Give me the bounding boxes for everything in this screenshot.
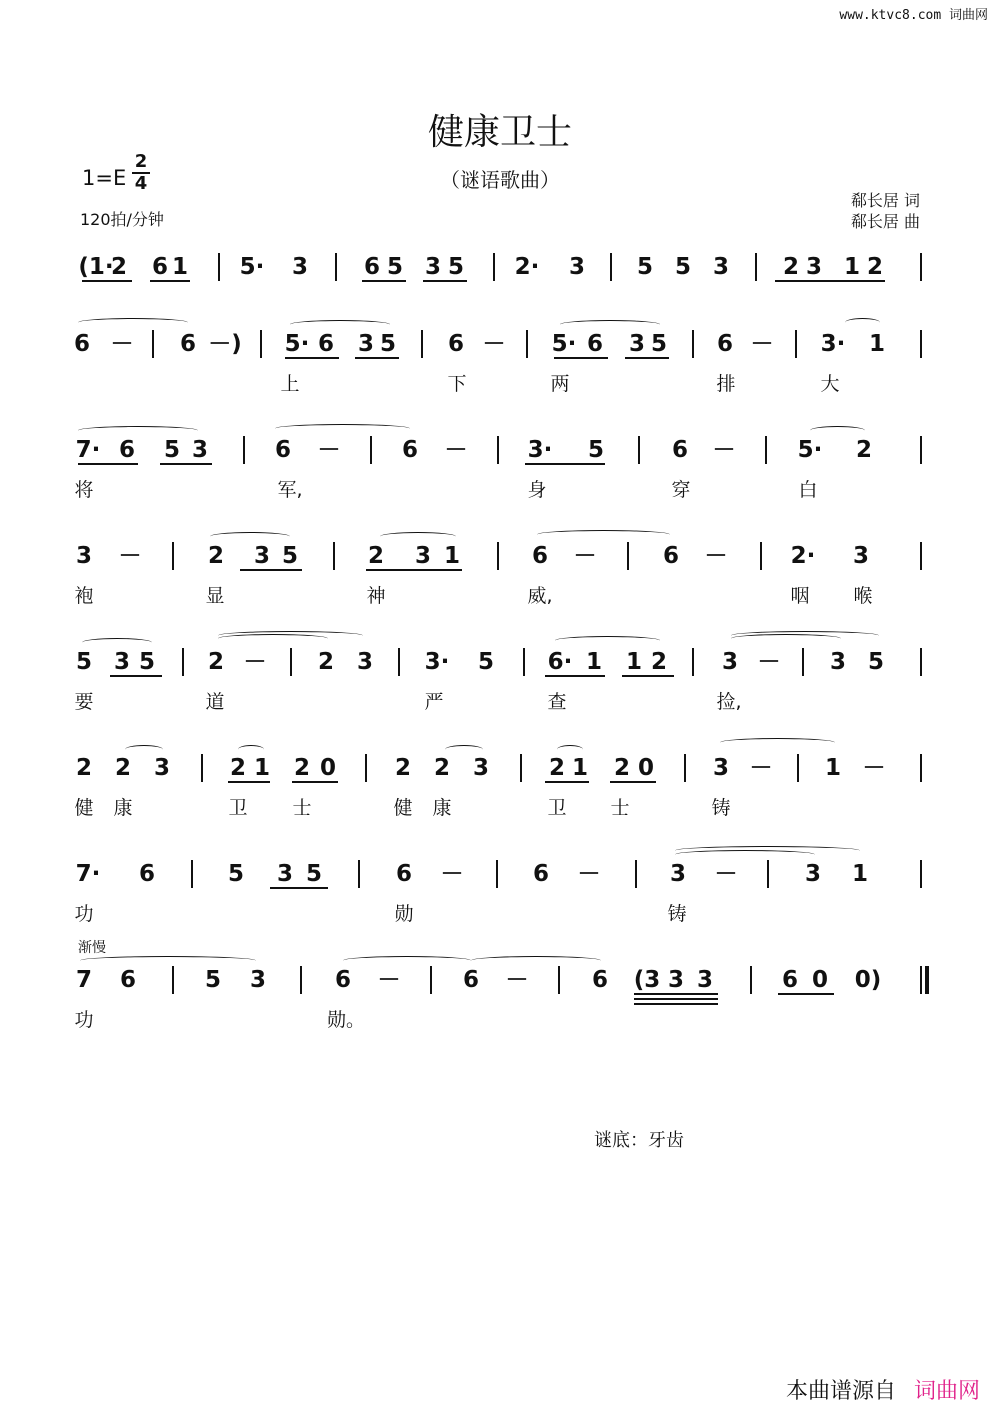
- note: 5·: [797, 437, 823, 463]
- note: 3: [628, 331, 646, 357]
- note: 2: [650, 649, 668, 675]
- slur: [82, 638, 152, 647]
- lyric: 查: [547, 691, 567, 713]
- beam: [355, 357, 399, 359]
- bar-line: [920, 966, 922, 994]
- key-signature: 1=E: [82, 166, 127, 190]
- note: 1: [868, 331, 886, 357]
- bar-line: [152, 330, 154, 358]
- beam: [285, 357, 339, 359]
- note: －: [482, 331, 506, 357]
- note: －: [440, 861, 464, 887]
- lyric: 袍: [74, 585, 94, 607]
- note: 5: [163, 437, 181, 463]
- lyric: 军,: [277, 479, 303, 501]
- note: (1·: [78, 254, 114, 280]
- beam: [625, 357, 669, 359]
- lyric: 康: [432, 797, 452, 819]
- beam: [778, 993, 834, 995]
- note: －: [110, 331, 134, 357]
- slur: [675, 846, 860, 855]
- note: 2: [394, 755, 412, 781]
- lyric: 铸: [711, 797, 731, 819]
- slur: [445, 745, 483, 754]
- song-subtitle: （谜语歌曲）: [440, 168, 560, 192]
- bar-line: [497, 436, 499, 464]
- bar-line: [802, 648, 804, 676]
- lyric: 勋。: [326, 1009, 366, 1031]
- lyric: 士: [292, 797, 312, 819]
- note: 6: [662, 543, 680, 569]
- bar-line: [638, 436, 640, 464]
- bar-line: [300, 966, 302, 994]
- lyric: 大: [820, 373, 840, 395]
- note: 5·: [551, 331, 577, 357]
- note: 3: [829, 649, 847, 675]
- note: 3: [357, 331, 375, 357]
- lyric: 威,: [527, 585, 553, 607]
- note: －: [862, 755, 886, 781]
- note: 5: [305, 861, 323, 887]
- note: 2: [207, 543, 225, 569]
- note: 2: [229, 755, 247, 781]
- note: －: [750, 331, 774, 357]
- slur: [343, 956, 471, 965]
- note: 2: [866, 254, 884, 280]
- note: 6: [586, 331, 604, 357]
- bar-line: [692, 330, 694, 358]
- note: 3: [424, 254, 442, 280]
- beam: [228, 781, 270, 783]
- note: 2: [207, 649, 225, 675]
- note: 5: [587, 437, 605, 463]
- note: 0: [811, 967, 829, 993]
- note: 3: [696, 967, 714, 993]
- bar-line: [610, 253, 612, 281]
- tempo: 120拍/分钟: [80, 210, 164, 229]
- note: 0: [637, 755, 655, 781]
- note: 6: [591, 967, 609, 993]
- slur: [218, 631, 363, 640]
- note: 2: [782, 254, 800, 280]
- note: －: [444, 437, 468, 463]
- lyric: 铸: [667, 903, 687, 925]
- note: 6: [119, 967, 137, 993]
- time-signature-top: 2: [134, 151, 148, 172]
- lyric: 白: [798, 479, 818, 501]
- note: 2: [367, 543, 385, 569]
- note: 6: [532, 861, 550, 887]
- beam: [240, 569, 302, 571]
- note: 3: [414, 543, 432, 569]
- bar-line: [920, 436, 922, 464]
- note: －: [118, 543, 142, 569]
- note: 5: [386, 254, 404, 280]
- note: 1: [571, 755, 589, 781]
- note: 6: [531, 543, 549, 569]
- slur: [380, 532, 456, 541]
- footer-text: 本曲谱源自: [785, 1379, 896, 1404]
- note: －: [714, 861, 738, 887]
- note: 5: [636, 254, 654, 280]
- note: 3: [804, 861, 822, 887]
- note: 6: [401, 437, 419, 463]
- beam: [634, 993, 718, 995]
- note: 3: [712, 755, 730, 781]
- note: 2: [613, 755, 631, 781]
- note: －: [749, 755, 773, 781]
- bar-line: [920, 754, 922, 782]
- beam: [525, 463, 605, 465]
- bar-line: [398, 648, 400, 676]
- bar-line: [627, 542, 629, 570]
- bar-line: [493, 253, 495, 281]
- note: 6: [151, 254, 169, 280]
- lyricist: 郗长居 词: [850, 191, 920, 210]
- note: 2: [293, 755, 311, 781]
- note: 3: [153, 755, 171, 781]
- bar-line: [920, 542, 922, 570]
- bar-line: [797, 754, 799, 782]
- note: 1: [625, 649, 643, 675]
- bar-line: [243, 436, 245, 464]
- bar-line: [635, 860, 637, 888]
- slur: [557, 745, 583, 754]
- note: 3: [113, 649, 131, 675]
- bar-line: [920, 330, 922, 358]
- note: 6: [716, 331, 734, 357]
- note: －): [208, 331, 242, 357]
- slur: [845, 318, 880, 327]
- lyric: 下: [447, 373, 467, 395]
- lyric: 勋: [394, 903, 414, 925]
- note: 3: [276, 861, 294, 887]
- note: 2: [433, 755, 451, 781]
- lyric: 健: [74, 797, 94, 819]
- beam: [554, 357, 608, 359]
- time-signature-bottom: 4: [132, 172, 150, 194]
- beam: [110, 675, 162, 677]
- lyric: 卫: [228, 797, 248, 819]
- lyric: 显: [205, 585, 225, 607]
- lyric: 咽: [790, 585, 810, 607]
- bar-line: [430, 966, 432, 994]
- note: 1: [843, 254, 861, 280]
- note: －: [505, 967, 529, 993]
- beam: [775, 280, 885, 282]
- bar-line: [920, 860, 922, 888]
- bar-line: [526, 330, 528, 358]
- note: 3: [472, 755, 490, 781]
- site-watermark: www.ktvc8.com 词曲网: [839, 8, 988, 23]
- bar-line: [497, 542, 499, 570]
- lyric: 穿: [671, 479, 691, 501]
- slur: [731, 631, 879, 640]
- note: 6: [447, 331, 465, 357]
- note: 1: [824, 755, 842, 781]
- note: 2: [75, 755, 93, 781]
- note: －: [317, 437, 341, 463]
- beam: [82, 280, 132, 282]
- bar-line: [172, 966, 174, 994]
- note: 1: [443, 543, 461, 569]
- beam: [622, 675, 674, 677]
- note: 3·: [820, 331, 846, 357]
- note: 1: [851, 861, 869, 887]
- footer: [786, 1374, 980, 1405]
- note: 6: [274, 437, 292, 463]
- bar-line: [421, 330, 423, 358]
- song-title: 健康卫士: [427, 112, 572, 153]
- note: 0): [854, 967, 882, 993]
- bar-line: [182, 648, 184, 676]
- note: －: [577, 861, 601, 887]
- slur: [78, 318, 188, 327]
- beam: [366, 569, 462, 571]
- bar-line: [920, 253, 922, 281]
- note: 6: [334, 967, 352, 993]
- slur: [80, 956, 256, 965]
- slur: [720, 738, 835, 747]
- lyric: 排: [716, 373, 736, 395]
- slur: [125, 745, 163, 754]
- note: 3: [712, 254, 730, 280]
- note: 3·: [424, 649, 450, 675]
- beam: [78, 463, 138, 465]
- beam: [362, 280, 406, 282]
- lyric: 要: [74, 691, 94, 713]
- bar-line: [558, 966, 560, 994]
- note: －: [573, 543, 597, 569]
- note: －: [704, 543, 728, 569]
- note: 6: [118, 437, 136, 463]
- note: 7·: [75, 861, 101, 887]
- bar-line: [365, 754, 367, 782]
- bar-line: [765, 436, 767, 464]
- note: 2: [110, 254, 128, 280]
- slur: [560, 320, 660, 329]
- footer-brand: 词曲网: [913, 1379, 980, 1404]
- lyric: 捡,: [716, 691, 742, 713]
- note: 1: [171, 254, 189, 280]
- lyric: 上: [280, 373, 300, 395]
- note: 3·: [527, 437, 553, 463]
- final-bar-line: [925, 966, 929, 994]
- note: 2: [317, 649, 335, 675]
- lyric: 身: [527, 479, 547, 501]
- note: 5: [477, 649, 495, 675]
- lyric: 功: [74, 1009, 94, 1031]
- note: 3: [253, 543, 271, 569]
- note: 3: [852, 543, 870, 569]
- lyric: 神: [366, 585, 386, 607]
- note: 2: [855, 437, 873, 463]
- bar-line: [684, 754, 686, 782]
- note: 6: [462, 967, 480, 993]
- note: 5: [227, 861, 245, 887]
- note: 5: [138, 649, 156, 675]
- slur: [810, 426, 865, 435]
- note: (3: [633, 967, 661, 993]
- beam: [160, 463, 212, 465]
- note: 6: [781, 967, 799, 993]
- note: 7·: [75, 437, 101, 463]
- note: 3: [568, 254, 586, 280]
- tempo-mark: 渐慢: [78, 940, 106, 956]
- bar-line: [201, 754, 203, 782]
- note: 3: [191, 437, 209, 463]
- bar-line: [333, 542, 335, 570]
- note: 5: [204, 967, 222, 993]
- lyric: 卫: [547, 797, 567, 819]
- note: 1: [253, 755, 271, 781]
- note: 5: [867, 649, 885, 675]
- bar-line: [218, 253, 220, 281]
- beam: [270, 887, 328, 889]
- note: 5: [674, 254, 692, 280]
- bar-line: [767, 860, 769, 888]
- lyric: 士: [610, 797, 630, 819]
- bar-line: [760, 542, 762, 570]
- slur: [238, 745, 264, 754]
- slur: [471, 956, 601, 965]
- slur: [290, 320, 390, 329]
- lyric: 功: [74, 903, 94, 925]
- lyric: 两: [550, 373, 570, 395]
- note: 3: [667, 967, 685, 993]
- note: 2·: [514, 254, 540, 280]
- note: 3: [669, 861, 687, 887]
- note: 5: [75, 649, 93, 675]
- beam: [292, 781, 338, 783]
- beam: [545, 675, 605, 677]
- bar-line: [755, 253, 757, 281]
- slur: [555, 636, 660, 645]
- bar-line: [520, 754, 522, 782]
- note: 6: [671, 437, 689, 463]
- bar-line: [750, 966, 752, 994]
- note: 2: [548, 755, 566, 781]
- lyric: 康: [113, 797, 133, 819]
- note: 6: [395, 861, 413, 887]
- note: 6: [179, 331, 197, 357]
- note: 6: [363, 254, 381, 280]
- note: 5·: [284, 331, 310, 357]
- note: －: [757, 649, 781, 675]
- beam: [423, 280, 467, 282]
- note: 6·: [547, 649, 573, 675]
- bar-line: [523, 648, 525, 676]
- note: 3: [291, 254, 309, 280]
- bar-line: [172, 542, 174, 570]
- note: －: [377, 967, 401, 993]
- beam: [150, 280, 190, 282]
- note: 5: [650, 331, 668, 357]
- composer: 郗长居 曲: [850, 212, 920, 231]
- lyric: 喉: [853, 585, 873, 607]
- lyric: 健: [393, 797, 413, 819]
- note: 3: [721, 649, 739, 675]
- note: 3: [249, 967, 267, 993]
- bar-line: [358, 860, 360, 888]
- note: 5: [281, 543, 299, 569]
- bar-line: [370, 436, 372, 464]
- lyric: 将: [74, 479, 94, 501]
- beam: [634, 998, 718, 1000]
- note: 7: [75, 967, 93, 993]
- note: 6: [138, 861, 156, 887]
- beam: [634, 1003, 718, 1005]
- bar-line: [290, 648, 292, 676]
- note: 3: [805, 254, 823, 280]
- slur: [78, 426, 198, 435]
- note: 5: [447, 254, 465, 280]
- bar-line: [692, 648, 694, 676]
- riddle-answer: 谜底：牙齿: [594, 1130, 684, 1151]
- slur: [537, 530, 670, 539]
- beam: [610, 781, 656, 783]
- note: 2: [114, 755, 132, 781]
- note: 6: [317, 331, 335, 357]
- note: 1: [585, 649, 603, 675]
- lyric: 严: [424, 691, 444, 713]
- slur: [275, 424, 410, 433]
- lyric: 道: [205, 691, 225, 713]
- beam: [545, 781, 589, 783]
- bar-line: [335, 253, 337, 281]
- note: 0: [319, 755, 337, 781]
- note: 3: [356, 649, 374, 675]
- bar-line: [920, 648, 922, 676]
- note: 6: [73, 331, 91, 357]
- time-signature: [132, 152, 150, 194]
- note: －: [712, 437, 736, 463]
- note: 2·: [790, 543, 816, 569]
- note: 5·: [239, 254, 265, 280]
- bar-line: [795, 330, 797, 358]
- bar-line: [260, 330, 262, 358]
- note: 3: [75, 543, 93, 569]
- slur: [210, 532, 290, 541]
- bar-line: [191, 860, 193, 888]
- note: －: [243, 649, 267, 675]
- bar-line: [496, 860, 498, 888]
- note: 5: [379, 331, 397, 357]
